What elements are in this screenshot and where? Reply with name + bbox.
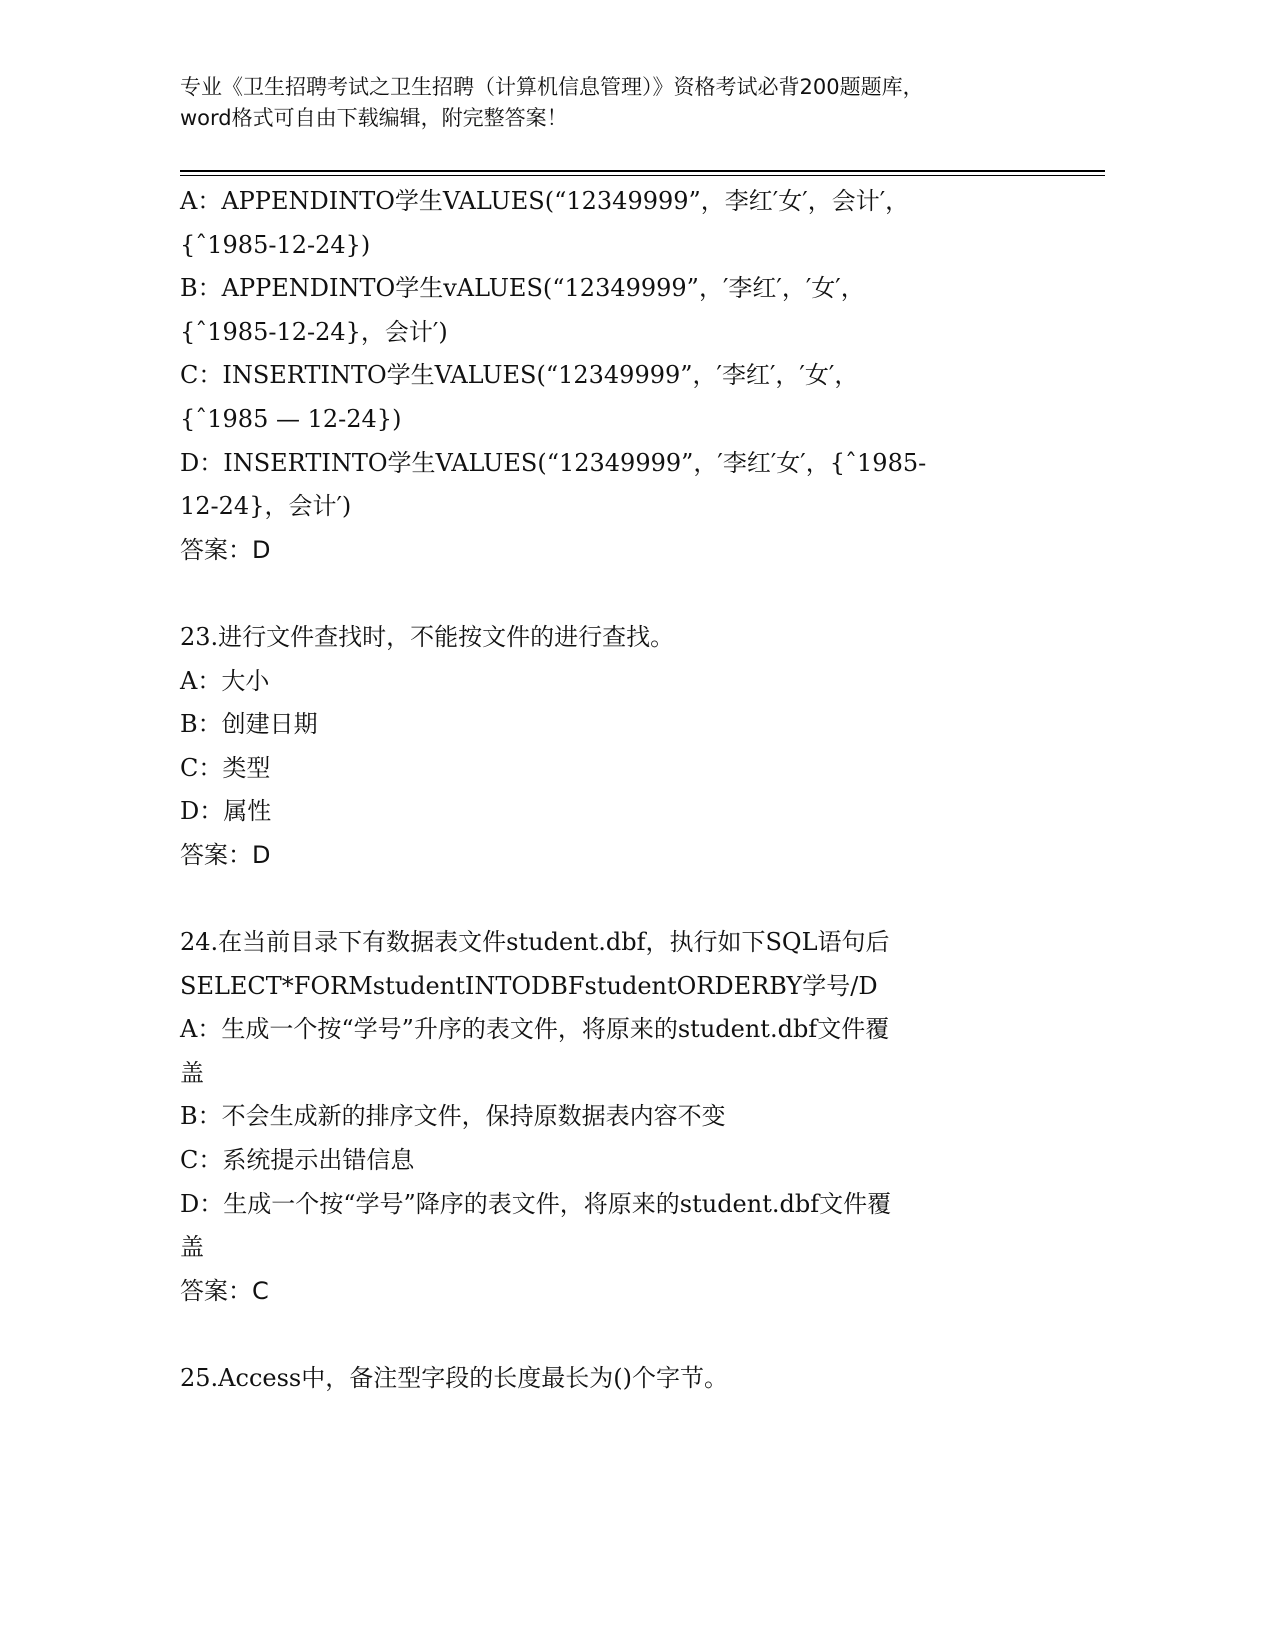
question-22 (180, 180, 1120, 572)
answer: 答案：D (180, 535, 271, 564)
question-stem: 23.进行文件查找时，不能按文件的进行查找。 (180, 622, 675, 651)
option-line: A：APPENDINTO学生VALUES(“12349999”，李红′女′，会计′， (180, 187, 910, 215)
question-stem: 25.Access中，备注型字段的长度最长为()个字节。 (180, 1364, 728, 1393)
option-d: D：属性 (180, 797, 272, 826)
question-stem: SELECT*FORMstudentINTODBFstudentORDERBY学号/D (180, 971, 878, 1000)
question-23 (180, 616, 1120, 878)
question-25 (180, 1357, 1120, 1401)
option-line: D：生成一个按“学号”降序的表文件，将原来的student.dbf文件覆 (180, 1189, 892, 1218)
option-line: 盖 (180, 1058, 204, 1087)
document-body (180, 180, 1120, 1401)
header-line-2: word格式可自由下载编辑，附完整答案！ (180, 106, 568, 130)
question-24 (180, 921, 1120, 1313)
spacer (180, 572, 1120, 616)
option-line: {ˆ1985-12-24}) (180, 230, 371, 259)
option-line: C：INSERTINTO学生VALUES(“12349999”，′李红′，′女′， (180, 361, 859, 390)
header-line-1: 专业《卫生招聘考试之卫生招聘（计算机信息管理）》资格考试必背200题题库， (180, 75, 924, 99)
option-line: C：系统提示出错信息 (180, 1146, 415, 1175)
option-c: C：类型 (180, 753, 271, 782)
option-b: B：创建日期 (180, 710, 318, 739)
spacer (180, 1313, 1120, 1357)
option-line: A：生成一个按“学号”升序的表文件，将原来的student.dbf文件覆 (180, 1015, 890, 1044)
question-stem: 24.在当前目录下有数据表文件student.dbf，执行如下SQL语句后 (180, 928, 890, 957)
option-line: {ˆ1985-12-24}，会计′) (180, 317, 448, 346)
option-line: B：不会生成新的排序文件，保持原数据表内容不变 (180, 1102, 726, 1131)
option-line: 12-24}，会计′) (180, 492, 352, 521)
document-header (180, 72, 924, 134)
answer: 答案：D (180, 840, 271, 869)
option-line: 盖 (180, 1233, 204, 1262)
option-line: {ˆ1985 — 12-24}) (180, 404, 402, 433)
answer: 答案：C (180, 1276, 269, 1305)
header-divider-thin (180, 175, 1105, 176)
spacer (180, 878, 1120, 922)
option-a: A：大小 (180, 666, 270, 695)
header-divider-thick (180, 170, 1105, 172)
option-line: D：INSERTINTO学生VALUES(“12349999”，′李红′女′，{ˆ1985- (180, 448, 927, 477)
option-line: B：APPENDINTO学生vALUES(“12349999”，′李红′，′女′， (180, 274, 865, 303)
